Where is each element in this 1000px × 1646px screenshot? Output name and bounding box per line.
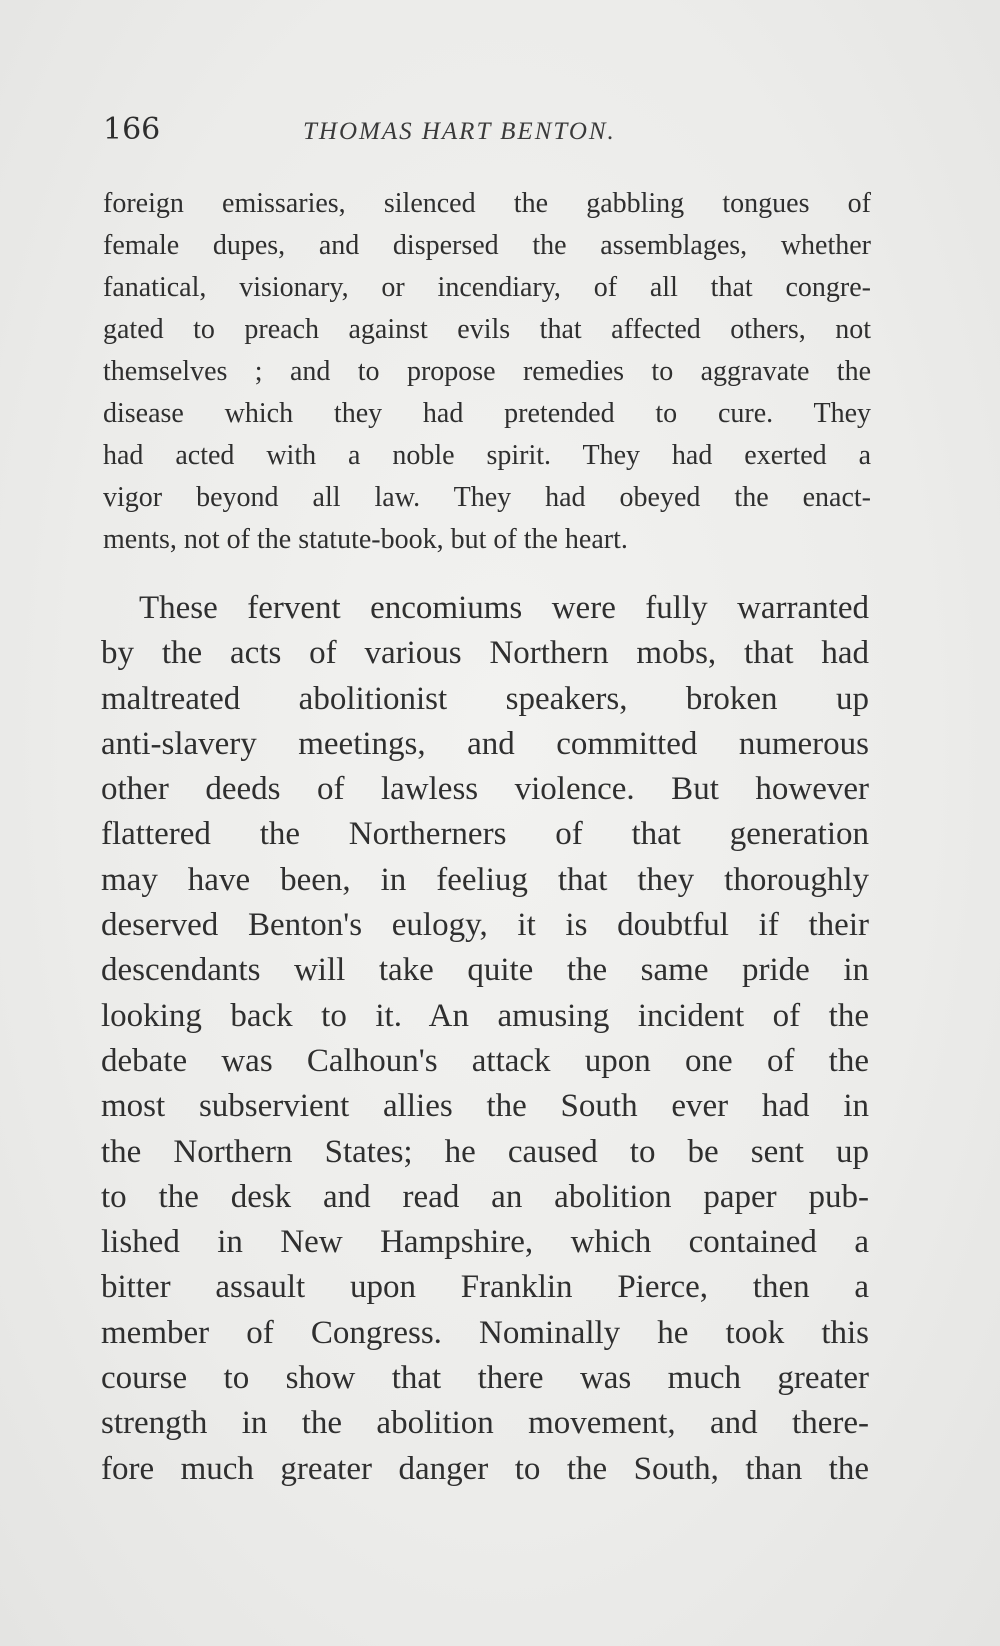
text-line: descendants will take quite the same pride in — [101, 952, 869, 989]
text-line: to the desk and read an abolition paper pub- — [101, 1178, 869, 1215]
text-line: vigor beyond all law. They had obeyed the enact- — [103, 482, 871, 513]
text-line: flattered the Northerners of that generation — [101, 816, 869, 853]
page-number: 166 — [103, 112, 161, 147]
text-line: course to show that there was much greater — [101, 1360, 869, 1397]
text-line: member of Congress. Nominally he took this — [101, 1314, 869, 1351]
text-line: most subservient allies the South ever had in — [101, 1088, 869, 1125]
text-line: lished in New Hampshire, which contained a — [101, 1224, 869, 1261]
text-line: foreign emissaries, silenced the gabbling tongues of — [103, 188, 871, 219]
page-header — [103, 112, 873, 152]
text-line: anti-slavery meetings, and committed numerous — [101, 725, 869, 762]
text-line: maltreated abolitionist speakers, broken up — [101, 680, 869, 717]
text-line: disease which they had pretended to cure. They — [103, 398, 871, 429]
text-line: by the acts of various Northern mobs, that had — [101, 635, 869, 672]
text-line-last: ments, not of the statute-book, but of the heart. — [103, 524, 628, 555]
text-line: fore much greater danger to the South, than the — [101, 1450, 869, 1487]
text-line: gated to preach against evils that affected others, not — [103, 314, 871, 345]
text-line: deserved Benton's eulogy, it is doubtful if their — [101, 907, 869, 944]
text-line: fanatical, visionary, or incendiary, of all that congre- — [103, 272, 871, 303]
text-line: had acted with a noble spirit. They had exerted a — [103, 440, 871, 471]
paragraph-continued — [103, 183, 871, 561]
text-line: the Northern States; he caused to be sent up — [101, 1133, 869, 1170]
paragraph-main — [101, 586, 869, 1492]
text-line: female dupes, and dispersed the assemblages, whether — [103, 230, 871, 261]
running-head: THOMAS HART BENTON. — [303, 118, 616, 145]
text-line: These fervent encomiums were fully warranted — [139, 590, 869, 626]
text-line: may have been, in feeliug that they thoroughly — [101, 861, 869, 898]
text-line: bitter assault upon Franklin Pierce, then a — [101, 1269, 869, 1306]
text-line: themselves ; and to propose remedies to aggravate the — [103, 356, 871, 387]
text-line: strength in the abolition movement, and there- — [101, 1405, 869, 1442]
text-line: looking back to it. An amusing incident of the — [101, 997, 869, 1034]
text-line: debate was Calhoun's attack upon one of the — [101, 1042, 869, 1079]
text-line: other deeds of lawless violence. But however — [101, 771, 869, 808]
